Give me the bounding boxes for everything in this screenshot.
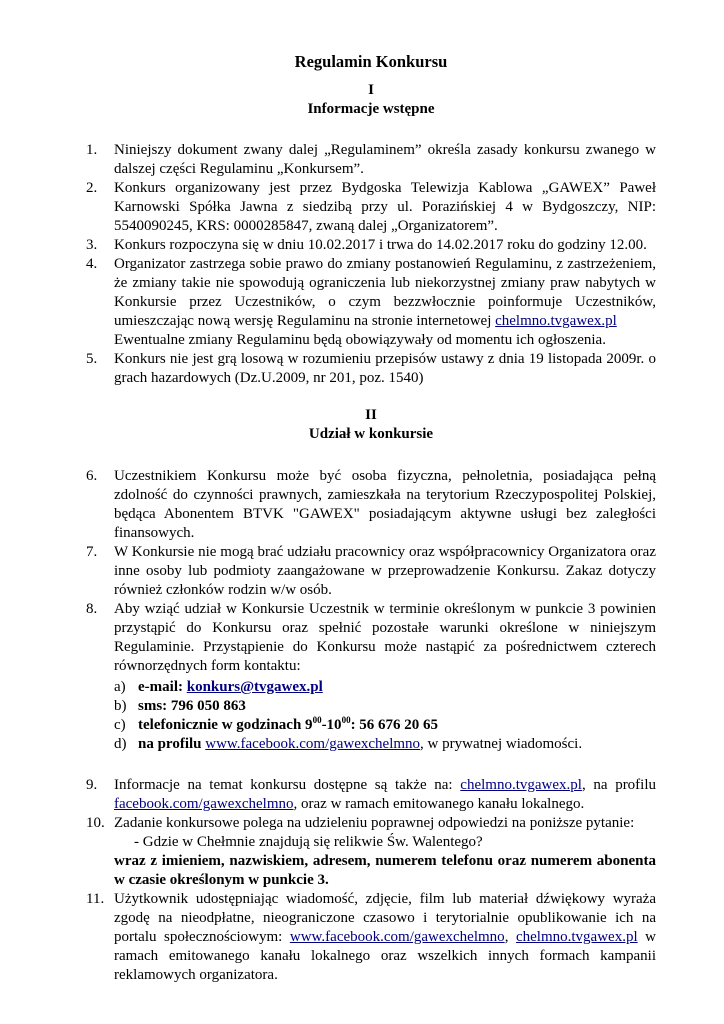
item-text [114,814,656,833]
facebook-label: na profilu [138,736,202,752]
item-text: Niniejszy dokument zwany dalej „Regulaminem” określa zasady konkursu zwanego w dalszej części Regulaminu „Konkursem”. [114,142,656,177]
contact-facebook [114,735,656,754]
document-title: Regulamin Konkursu [294,52,448,71]
facebook-tail: , w prywatnej wiadomości. [420,736,583,752]
sub-item-letter: a) [114,679,126,695]
list-item [86,236,656,255]
section-number: I [368,82,374,98]
contact-email [114,678,656,697]
item-text-part: Ewentualne zmiany Regulaminu będą obowiązywały od momentu ich ogłoszenia. [114,332,606,348]
email-link[interactable]: konkurs@tvgawex.pl [186,679,323,695]
item-number: 1. [86,142,98,158]
list-item [86,255,656,350]
phone-label [138,717,438,733]
section-title: Informacje wstępne [307,101,435,117]
item-text-part: Zadanie konkursowe polega na udzieleniu poprawnej odpowiedzi na poniższe pytanie: [114,815,635,831]
section-2 [86,406,656,985]
item-number: 2. [86,180,98,196]
phone-label-part: telefonicznie w godzinach 9 [138,717,313,733]
contact-phone [114,716,656,735]
item-text: Konkurs organizowany jest przez Bydgoska Telewizja Kablowa „GAWEX” Paweł Karnowski Spółka Jawna z siedzibą przy ul. Porazińskiej 4 w Bydgoszczy, NIP: 5540090245, KRS: 0000285847, zwaną dalej „Organizatorem”. [114,180,656,234]
sms-label: sms: 796 050 863 [138,698,246,714]
website-link[interactable]: chelmno.tvgawex.pl [495,313,617,329]
sub-item-letter: c) [114,717,126,733]
spacer [86,758,656,776]
contest-question: - Gdzie w Chełmnie znajdują się relikwie Św. Walentego? [134,834,483,850]
facebook-link[interactable]: www.facebook.com/gawexchelmno [289,929,505,945]
item-text: Uczestnikiem Konkursu może być osoba fizyczna, pełnoletnia, posiadająca pełną zdolność do czynności prawnych, zamieszkała na terytorium Rzeczypospolitej Polskiej, będąca Abonentem BTVK "GAWEX" posiadającym aktywne usługi bez zaległości finansowych. [114,468,656,541]
item-number: 8. [86,601,98,617]
website-link[interactable]: chelmno.tvgawex.pl [460,777,582,793]
list-item [86,179,656,236]
item-text-part: , oraz w ramach emitowanego kanału lokalnego. [293,796,585,812]
facebook-link[interactable]: facebook.com/gawexchelmno [114,796,294,812]
item-text-part: Użytkownik udostępniając wiadomość, zdjęcie, film lub materiał dźwiękowy wyraża zgodę na nieodpłatne, nieograniczone czasowo i terytorialnie opublikowanie ich na portalu społecznościowym: [114,891,656,945]
rules-list [86,776,656,985]
item-number: 4. [86,256,98,272]
list-item [86,543,656,600]
email-label: e-mail: [138,679,187,695]
website-link[interactable]: chelmno.tvgawex.pl [515,929,638,945]
item-number: 9. [86,777,98,793]
item-text-part: Organizator zastrzega sobie prawo do zmiany postanowień Regulaminu, z zastrzeżeniem, że zmiany takie nie spowodują ograniczenia lub niekorzystnej zmiany praw nabytych w Konkursie przez Uczestników, o czym bezzwłocznie poinformuje Uczestników, umieszczając nową wersję Regulaminu na stronie internetowej [114,256,656,329]
item-text [114,890,656,985]
list-item [86,814,656,890]
section-1 [86,81,656,388]
item-text [114,776,656,814]
rules-list [86,141,656,388]
item-text-part: , [504,929,509,945]
section-number: II [365,407,377,423]
item-number: 5. [86,351,98,367]
section-title: Udział w konkursie [308,426,434,442]
rules-list [86,467,656,754]
contact-sms [114,697,656,716]
phone-superscript: 00 [341,715,351,725]
item-text: Konkurs nie jest grą losową w rozumieniu przepisów ustawy z dnia 19 listopada 2009r. o grach hazardowych (Dz.U.2009, nr 201, poz. 1540) [114,351,656,386]
item-text [114,255,656,350]
phone-label-part: -10 [321,717,342,733]
list-item [86,890,656,985]
sub-item-letter: d) [114,736,127,752]
sub-item-letter: b) [114,698,127,714]
item-text-part: , na profilu [581,777,657,793]
list-item [86,600,656,754]
facebook-link[interactable]: www.facebook.com/gawexchelmno [205,736,421,752]
item-text: Konkurs rozpoczyna się w dniu 10.02.2017 i trwa do 14.02.2017 roku do godziny 12.00. [114,237,647,253]
item-number: 7. [86,544,98,560]
item-number: 6. [86,468,98,484]
item-number: 10. [86,815,105,831]
contact-forms-list [114,678,656,754]
list-item [86,467,656,543]
item-text-part: w ramach emitowanego kanału lokalnego oraz wszelkich innych formach kampanii reklamowych organizatora. [114,929,657,983]
item-text: W Konkursie nie mogą brać udziału pracownicy oraz współpracownicy Organizatora oraz inne osoby lub podmioty zaangażowane w przeprowadzenie Konkursu. Zakaz dotyczy również członków rodzin w/w osób. [114,544,656,598]
item-text: Aby wziąć udział w Konkursie Uczestnik w terminie określonym w punkcie 3 powinien przystąpić do Konkursu oraz spełnić pozostałe warunki określone w niniejszym Regulaminie. Przystąpienie do Konkursu może nastąpić za pośrednictwem czterech równorzędnych form kontaktu: [114,601,656,674]
list-item [86,776,656,814]
phone-superscript: 00 [312,715,322,725]
list-item [86,350,656,388]
item-text-part: Informacje na temat konkursu dostępne są także na: [114,777,453,793]
answer-requirements: wraz z imieniem, nazwiskiem, adresem, numerem telefonu oraz numerem abonenta w czasie określonym w punkcie 3. [114,853,656,888]
list-item [86,141,656,179]
item-number: 11. [86,891,105,907]
item-number: 3. [86,237,98,253]
phone-label-part: : 56 676 20 65 [350,717,439,733]
